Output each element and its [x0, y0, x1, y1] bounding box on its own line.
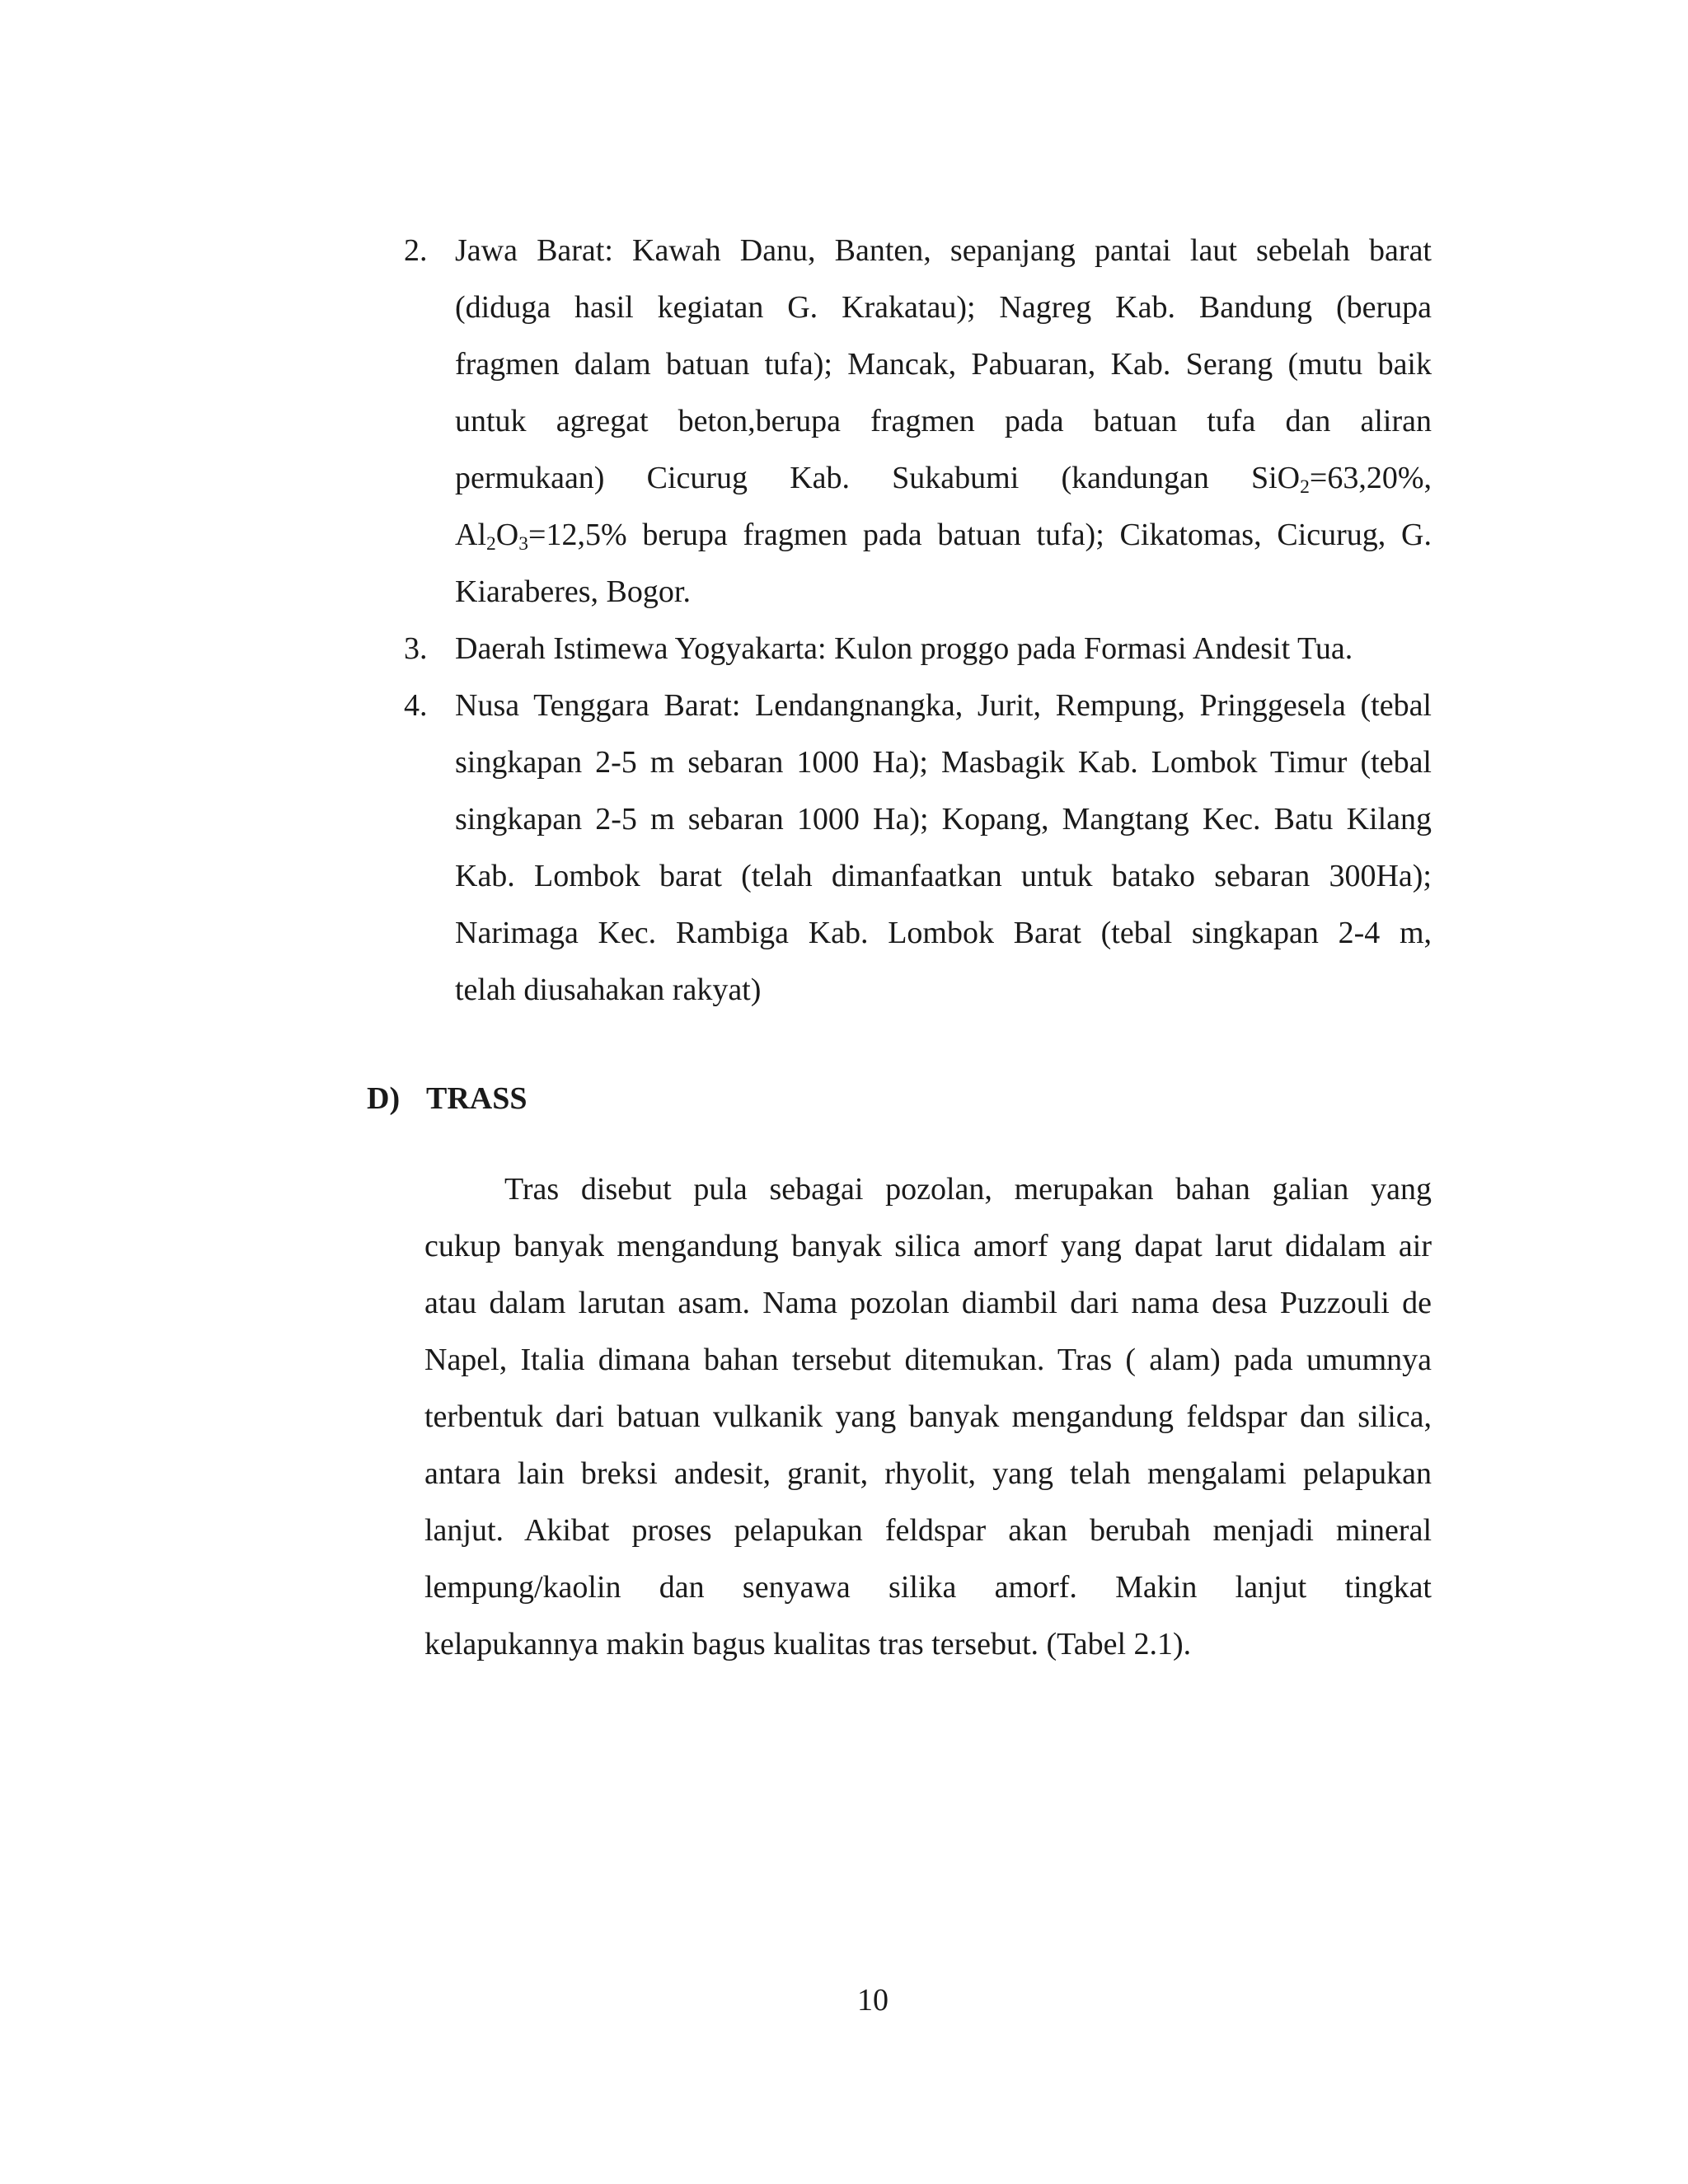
list-number-2: 2. [404, 233, 428, 268]
line-6-tail: =12,5% berupa fragmen pada batuan tufa); Cikatomas, Cicurug, G. [528, 518, 1432, 552]
list-item-3-text: Daerah Istimewa Yogyakarta: Kulon proggo pada Formasi Andesit Tua. [455, 631, 1353, 666]
list-number-4: 4. [404, 688, 428, 723]
line-5-tail: =63,20%, [1309, 461, 1432, 495]
list-item-2-line-4: untuk agregat beton,berupa fragmen pada batuan tufa dan aliran [455, 404, 1432, 438]
list-item-2-line-7: Kiaraberes, Bogor. [455, 574, 691, 609]
list-item-4-line-4: Kab. Lombok barat (telah dimanfaatkan untuk batako sebaran 300Ha); [455, 859, 1432, 893]
list-item-4-line-2: singkapan 2-5 m sebaran 1000 Ha); Masbagik Kab. Lombok Timur (tebal [455, 745, 1432, 780]
list-item-2-line-1: Jawa Barat: Kawah Danu, Banten, sepanjang pantai laut sebelah barat [455, 233, 1432, 268]
formula-o: O [495, 518, 519, 552]
subscript-2: 2 [486, 532, 496, 555]
paragraph-line-4: Napel, Italia dimana bahan tersebut ditemukan. Tras ( alam) pada umumnya [424, 1343, 1432, 1377]
paragraph-line-7: lanjut. Akibat proses pelapukan feldspar akan berubah menjadi mineral [424, 1513, 1432, 1548]
paragraph-line-9: kelapukannya makin bagus kualitas tras tersebut. (Tabel 2.1). [424, 1627, 1192, 1661]
section-title: TRASS [426, 1081, 528, 1116]
list-item-2-line-3: fragmen dalam batuan tufa); Mancak, Pabuaran, Kab. Serang (mutu baik [455, 347, 1432, 382]
paragraph-line-5: terbentuk dari batuan vulkanik yang banyak mengandung feldspar dan silica, [424, 1399, 1432, 1434]
formula-al: Al [455, 518, 486, 552]
list-item-4-line-6: telah diusahakan rakyat) [455, 972, 762, 1007]
list-item-2-line-5 [455, 459, 1432, 497]
list-item-4-line-3: singkapan 2-5 m sebaran 1000 Ha); Kopang, Mangtang Kec. Batu Kilang [455, 802, 1432, 837]
list-item-4-line-1: Nusa Tenggara Barat: Lendangnangka, Jurit, Rempung, Pringgesela (tebal [455, 688, 1432, 723]
list-number-3: 3. [404, 631, 428, 666]
page-number: 10 [857, 1983, 889, 2018]
line-5-text: permukaan) Cicurug Kab. Sukabumi (kandungan SiO [455, 461, 1301, 495]
list-item-2-line-2: (diduga hasil kegiatan G. Krakatau); Nagreg Kab. Bandung (berupa [455, 290, 1432, 325]
subscript-3: 3 [518, 532, 529, 555]
paragraph-line-6: antara lain breksi andesit, granit, rhyolit, yang telah mengalami pelapukan [424, 1456, 1432, 1491]
paragraph-line-1: Tras disebut pula sebagai pozolan, merupakan bahan galian yang [504, 1172, 1432, 1207]
paragraph-line-8: lempung/kaolin dan senyawa silika amorf. Makin lanjut tingkat [424, 1570, 1432, 1605]
list-item-2-line-6 [455, 516, 1432, 554]
subscript-2: 2 [1300, 476, 1310, 498]
paragraph-line-3: atau dalam larutan asam. Nama pozolan diambil dari nama desa Puzzouli de [424, 1286, 1432, 1320]
paragraph-line-2: cukup banyak mengandung banyak silica amorf yang dapat larut didalam air [424, 1229, 1432, 1263]
section-label: D) [367, 1081, 401, 1116]
list-item-4-line-5: Narimaga Kec. Rambiga Kab. Lombok Barat (tebal singkapan 2-4 m, [455, 916, 1432, 950]
